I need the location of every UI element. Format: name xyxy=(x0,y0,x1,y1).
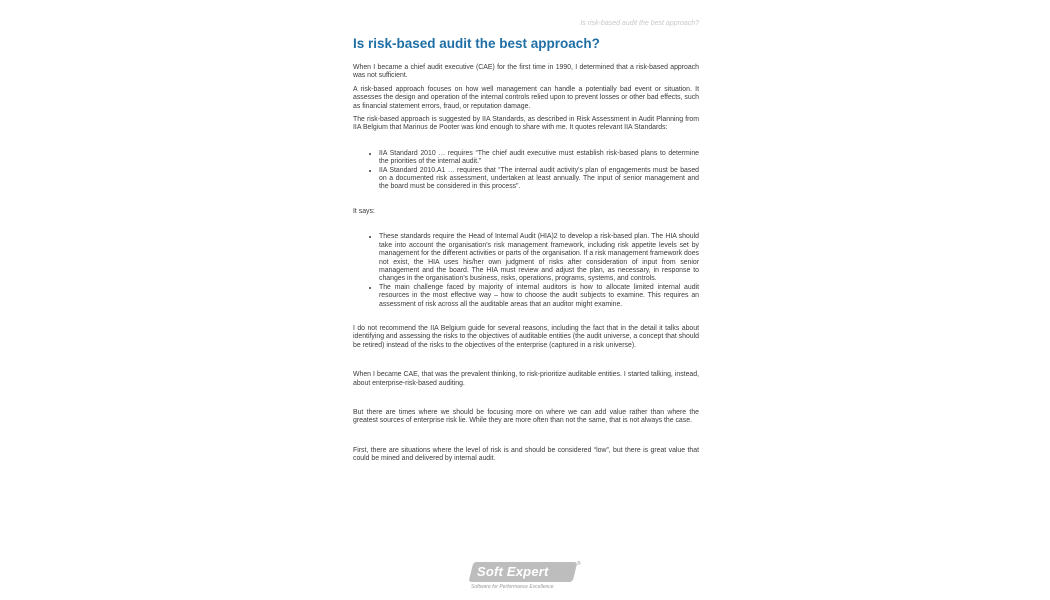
says-list xyxy=(353,233,699,309)
paragraph-risk-based-approach: A risk-based approach focuses on how well management can handle a potentially bad event or situation. It assesses the design and operation of the internal controls relied upon to prevent losses or other bad effects, such as financial statement errors, fraud, or reputation damage. xyxy=(353,85,699,110)
list-item: • These standards require the Head of Internal Audit (HIA)2 to develop a risk-based plan. The HIA should take into account the organisation’s risk management framework, including risk appetite levels set by management for the different activities or parts of the organisation. If a risk management framework does not exist, the HIA uses his/her own judgment of risks after consideration of input from senior management and the board. The HIA must review and adjust the plan, as necessary, in response to changes in the organisation’s business, risks, operations, programs, systems, and controls. xyxy=(379,233,699,283)
paragraph-add-value: But there are times where we should be focusing more on where we can add value rather than where the greatest sources of enterprise risk lie. While they are more often than not the same, that is not always the case. xyxy=(353,408,699,425)
list-item: • IIA Standard 2010 … requires “The chief audit executive must establish risk-based plans to determine the priorities of the internal audit.” xyxy=(379,150,699,167)
paragraph-became-cae: When I became CAE, that was the prevalent thinking, to risk-prioritize auditable entities. I started talking, instead, about enterprise-risk-based auditing. xyxy=(353,371,699,387)
paragraph-intro: When I became a chief audit executive (CAE) for the first time in 1990, I determined that a risk-based approach was not sufficient. xyxy=(353,64,699,80)
document-page xyxy=(353,0,699,600)
logo-tagline: Software for Performance Excellence xyxy=(471,584,554,590)
registered-mark: ® xyxy=(577,561,581,567)
standards-list xyxy=(353,150,699,192)
logo-wordmark: Soft Expert xyxy=(477,564,549,579)
list-item: • IIA Standard 2010.A1 … requires that “The internal audit activity’s plan of engagements must be based on a documented risk assessment, undertaken at least annually. The input of senior management and the board must be considered in this process”. xyxy=(379,167,699,192)
page-title: Is risk-based audit the best approach? xyxy=(353,36,600,51)
paragraph-low-risk: First, there are situations where the level of risk is and should be considered “low”, but there is great value that could be mined and delivered by internal audit. xyxy=(353,446,699,463)
softexpert-logo xyxy=(471,562,583,596)
it-says-label: It says: xyxy=(353,207,375,215)
paragraph-iia-belgium: I do not recommend the IIA Belgium guide for several reasons, including the fact that in the detail it talks about identifying and assessing the risks to the objectives of auditable entities (the audit universe, a concept that should be retired) instead of the risks to the objectives of the enterprise (captured in a risk universe). xyxy=(353,324,699,349)
article-body xyxy=(353,64,699,469)
running-header: Is risk-based audit the best approach? xyxy=(580,20,699,27)
paragraph-iia-standards: The risk-based approach is suggested by IIA Standards, as described in Risk Assessment in Audit Planning from IIA Belgium that Marinus de Pooter was kind enough to share with me. It quotes relevant IIA Standards: xyxy=(353,116,699,132)
list-item: • The main challenge faced by majority of internal auditors is how to allocate limited internal audit resources in the most effective way – how to choose the audit subjects to examine. This requires an assessment of risk across all the auditable areas that an auditor might examine. xyxy=(379,284,699,309)
